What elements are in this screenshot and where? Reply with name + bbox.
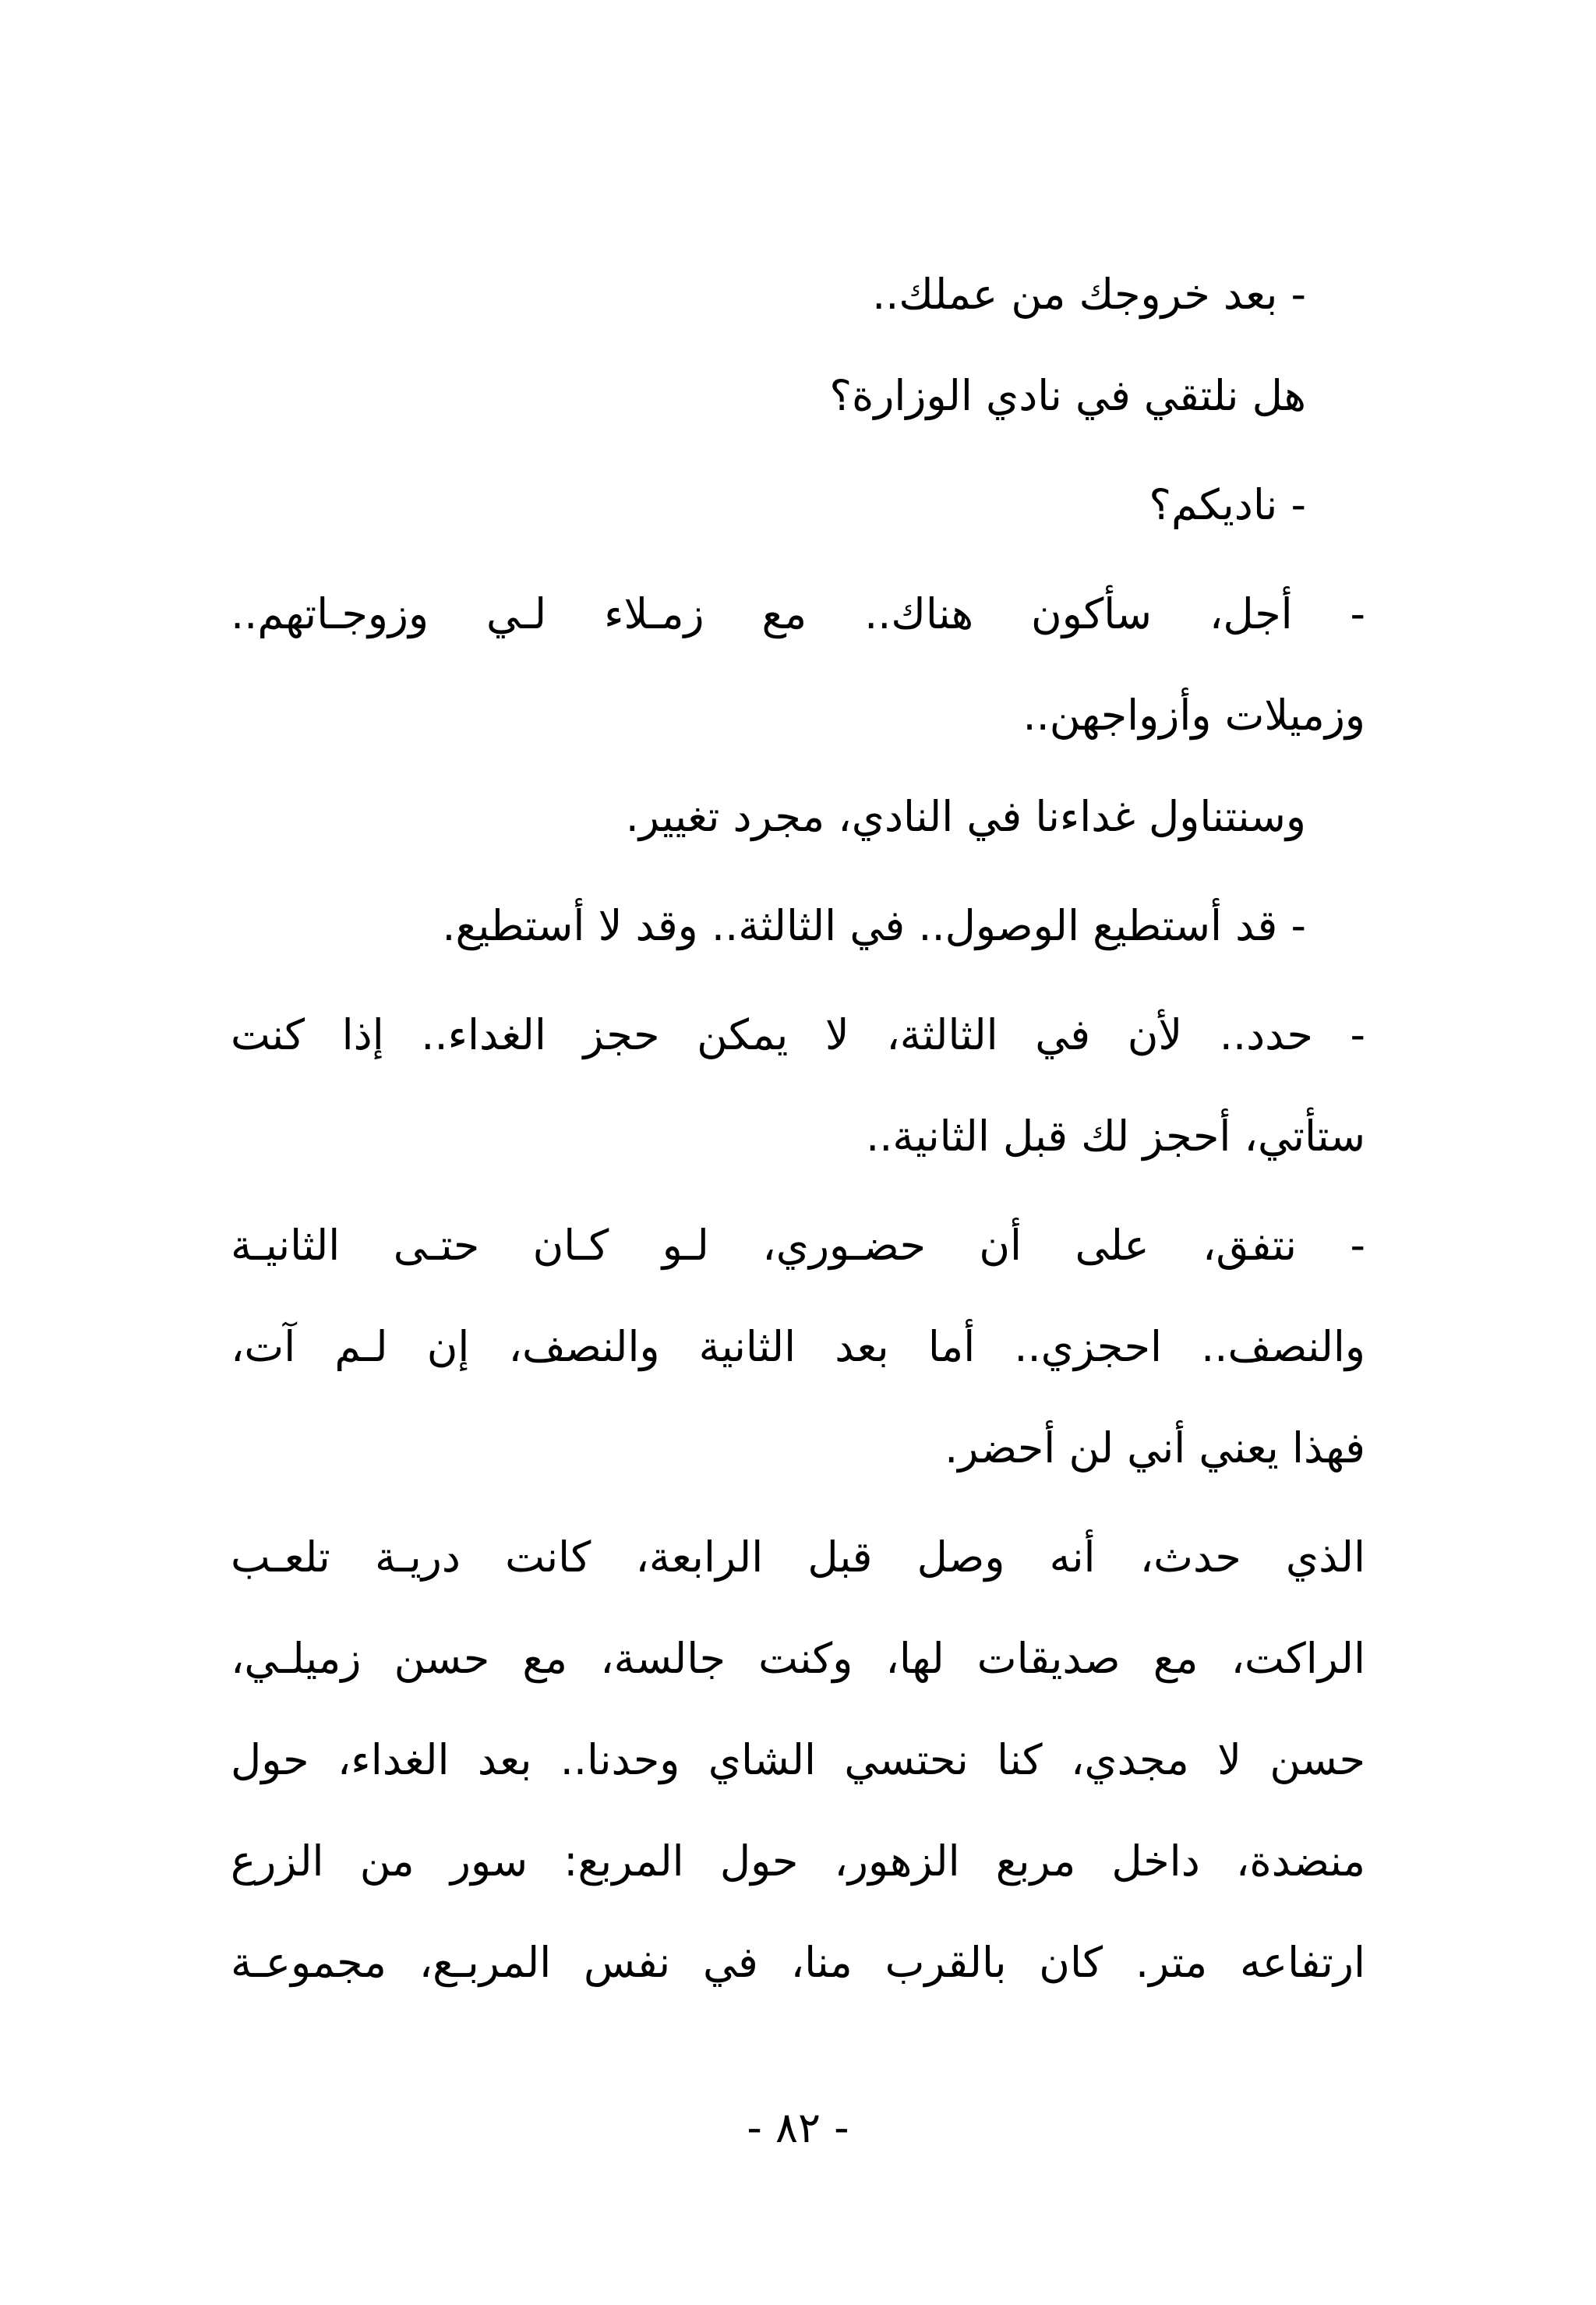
text-line: ارتفاعه متر. كان بالقرب منا، في نفس المربـع، مجموعـة [231,1938,1365,1987]
text-line: الذي حدث، أنه وصل قبل الرابعة، كانت دريـة تلعـب [231,1533,1365,1582]
text-line: وزميلات وأزواجهن.. [1022,691,1365,740]
page-number: - ٨٢ - [747,2103,849,2152]
text-line: فهذا يعني أني لن أحضر. [945,1423,1365,1472]
text-line: والنصف.. احجزي.. أما بعد الثانية والنصف، إن لـم آت، [231,1322,1365,1371]
text-line: منضدة، داخل مربع الزهور، حول المربع: سور من الزرع [231,1837,1365,1886]
text-line: - ناديكم؟ [1149,480,1306,529]
text-line: حسن لا مجدي، كنا نحتسي الشاي وحدنا.. بعد الغداء، حول [231,1735,1365,1784]
text-line: ستأتي، أحجز لك قبل الثانية.. [866,1112,1365,1161]
text-line: - نتفق، على أن حضـوري، لـو كـان حتـى الثانيـة [231,1221,1365,1270]
text-line: - بعد خروجك من عملك.. [872,270,1306,319]
text-line: - قد أستطيع الوصول.. في الثالثة.. وقد لا أستطيع. [442,901,1306,950]
text-line: - أجل، سأكون هناك.. مع زمـلاء لـي وزوجـاتهم.. [231,589,1365,638]
text-line: - حدد.. لأن في الثالثة، لا يمكن حجز الغداء.. إذا كنت [231,1010,1365,1059]
text-line: هل نلتقي في نادي الوزارة؟ [829,371,1306,420]
text-line: الراكت، مع صديقات لها، وكنت جالسة، مع حسن زميلـي، [231,1634,1365,1683]
text-line: وسنتناول غداءنا في النادي، مجرد تغيير. [625,792,1306,841]
